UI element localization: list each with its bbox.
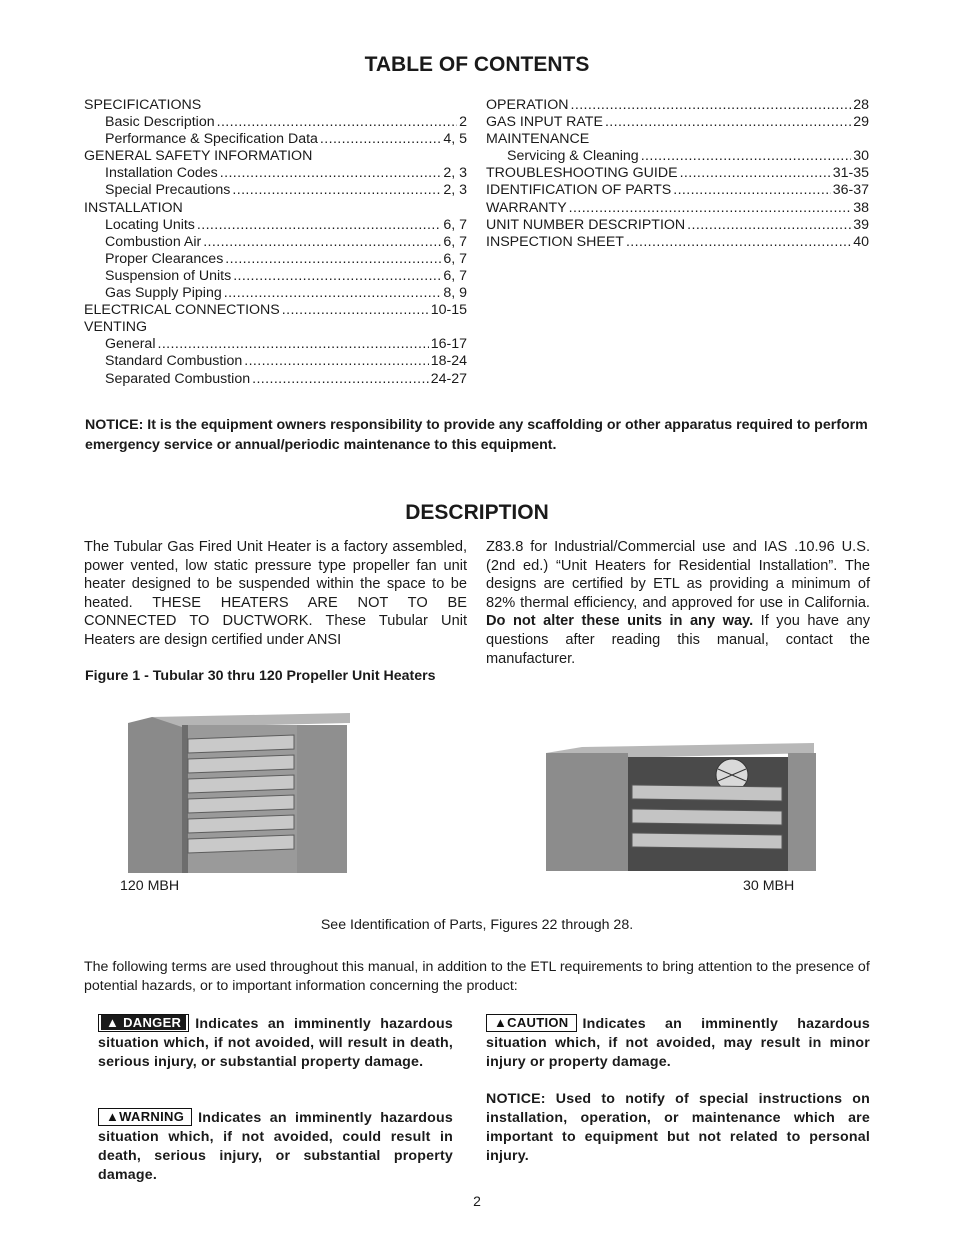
toc-entry-page: 36-37 [832,182,869,199]
toc-entry [84,148,467,165]
toc-entry-label: ELECTRICAL CONNECTIONS [84,302,280,319]
toc-entry [84,131,467,148]
toc-entry-label: Proper Clearances [105,250,224,267]
toc-leader-dots [233,268,441,285]
toc-entry-label: Basic Description [105,114,215,131]
toc-entry [84,251,467,268]
toc-entry [84,234,467,251]
toc-leader-dots [220,165,442,182]
toc-entry-label: OPERATION [486,97,569,113]
toc-entry-page: 31-35 [832,165,869,182]
description-right-tail: If you have any questions after reading this manual, contact the manufacturer. [486,613,870,667]
toc-entry [486,131,869,148]
toc-entry [84,268,467,285]
toc-entry [84,336,467,353]
toc-entry-label: INSTALLATION [84,199,183,216]
toc-entry-page: 6, 7 [443,267,467,284]
toc-leader-dots [680,165,831,182]
toc-entry [486,217,869,234]
toc-leader-dots [626,234,851,251]
toc-entry-label: Special Precautions [105,182,231,199]
caution-term [486,1014,870,1072]
figure-caption: Figure 1 - Tubular 30 thru 120 Propeller Unit Heaters [85,668,436,684]
toc-entry-label: General [105,336,156,353]
danger-triangle-icon: ▲ [106,1015,120,1030]
toc-entry [84,302,467,319]
toc-entry-page: 2, 3 [443,165,467,182]
toc-entry-label: GENERAL SAFETY INFORMATION [84,148,313,165]
toc-entry-label: Performance & Specification Data [105,131,318,148]
toc-entry-label: Installation Codes [105,165,218,182]
toc-entry-page: 29 [853,114,869,131]
toc-leader-dots [225,251,441,268]
toc-entry-page: 2, 3 [443,182,467,199]
toc-leader-dots [217,114,458,131]
toc-left-column [84,97,467,388]
toc-entry-page: 40 [853,233,869,250]
toc-leader-dots [571,97,852,114]
toc-entry [84,217,467,234]
toc-leader-dots [232,182,441,199]
toc-entry-page: 8, 9 [443,285,467,302]
toc-entry [486,234,869,251]
toc-entry-label: WARRANTY [486,199,567,216]
heater-30-mbh-image [542,737,820,873]
caution-text: Indicates an imminently hazardous situation which, if not avoided, may result in minor injury or property damage. [486,1016,870,1070]
toc-entry-page: 30 [853,148,869,165]
danger-term [98,1014,453,1072]
toc-entry-label: Locating Units [105,216,195,233]
toc-entry-page: 16-17 [430,336,467,353]
see-parts-note: See Identification of Parts, Figures 22 through 28. [320,917,634,933]
toc-leader-dots [252,371,429,388]
toc-leader-dots [224,285,442,302]
toc-entry-page: 38 [853,199,869,216]
toc-entry [84,182,467,199]
scaffolding-notice: NOTICE: It is the equipment owners responsibility to provide any scaffolding or other apparatus required to perform emergency service or annual/periodic maintenance to this equipment. [85,417,868,453]
toc-title: TABLE OF CONTENTS [364,53,590,76]
warning-triangle-icon: ▲ [106,1109,120,1124]
toc-leader-dots [687,217,851,234]
toc-entry [486,148,869,165]
toc-entry-label: VENTING [84,319,148,336]
toc-entry-label: SPECIFICATIONS [84,97,202,113]
toc-entry [84,200,467,217]
toc-leader-dots [569,200,852,217]
toc-entry-label: Separated Combustion [105,370,251,387]
toc-entry-label: TROUBLESHOOTING GUIDE [486,165,678,182]
danger-badge: ▲ DANGER [98,1014,189,1032]
warning-text: Indicates an imminently hazardous situation which, if not avoided, could result in death, serious injury, or substantial property damage. [98,1110,453,1183]
toc-entry [486,114,869,131]
notice-term: NOTICE: Used to notify of special instructions on installation, operation, or maintenance which are important to equipment but not related to personal injury. [486,1091,870,1164]
toc-entry [486,97,869,114]
toc-entry [486,182,869,199]
description-right-main: Z83.8 for Industrial/Commercial use and IAS .10.96 U.S. (2nd ed.) “Unit Heaters for Residential Installation”. The designs are certified by ETL as providing a minimum of 82% thermal efficiency, and approved for use in California. [486,539,870,611]
toc-entry-page: 18-24 [430,353,467,370]
label-30-mbh: 30 MBH [743,878,795,894]
toc-entry [84,353,467,370]
toc-entry-page: 6, 7 [443,250,467,267]
toc-entry-label: UNIT NUMBER DESCRIPTION [486,216,686,233]
toc-leader-dots [157,336,428,353]
toc-leader-dots [203,234,441,251]
toc-leader-dots [605,114,851,131]
toc-entry-page: 24-27 [430,370,467,387]
toc-entry-page: 6, 7 [443,233,467,250]
toc-entry [84,371,467,388]
danger-text: Indicates an imminently hazardous situation which, if not avoided, will result in death, serious injury, or substantial property damage. [98,1016,453,1070]
toc-entry-page: 2 [459,114,467,131]
page-number: 2 [473,1193,481,1209]
toc-entry [84,285,467,302]
description-title: DESCRIPTION [405,501,549,524]
description-right-bold: Do not alter these units in any way. [486,613,754,630]
label-120-mbh: 120 MBH [120,878,180,894]
caution-triangle-icon: ▲ [494,1015,508,1030]
toc-entry [486,165,869,182]
toc-entry [84,97,467,114]
toc-entry-page: 39 [853,216,869,233]
toc-leader-dots [673,182,830,199]
toc-leader-dots [641,148,852,165]
toc-entry-page: 10-15 [430,302,467,319]
description-right-text [486,538,870,668]
toc-entry-page: 4, 5 [443,131,467,148]
toc-entry-page: 6, 7 [443,216,467,233]
toc-entry-label: Standard Combustion [105,353,243,370]
toc-entry [486,200,869,217]
toc-entry-label: Suspension of Units [105,267,232,284]
terms-intro: The following terms are used throughout this manual, in addition to the ETL requirements to bring attention to the presence of potential hazards, or to important information concerning the product: [84,959,870,994]
toc-right-column [486,97,869,251]
toc-leader-dots [197,217,441,234]
toc-leader-dots [320,131,441,148]
toc-entry-label: Servicing & Cleaning [507,148,639,165]
toc-entry-label: Gas Supply Piping [105,285,222,302]
toc-entry [84,114,467,131]
toc-entry-label: IDENTIFICATION OF PARTS [486,182,672,199]
caution-badge: ▲CAUTION [486,1014,577,1032]
toc-entry [84,319,467,336]
toc-entry-page: 28 [853,97,869,113]
toc-entry-label: MAINTENANCE [486,131,590,148]
description-left-text: The Tubular Gas Fired Unit Heater is a factory assembled, power vented, low static pressure type propeller fan unit heater designed to be suspended within the space to be heated. THESE HEATERS ARE NOT TO BE CONNECTED TO DUCTWORK. These Tubular Unit Heaters are design certified under ANSI [84,539,467,648]
toc-leader-dots [282,302,429,319]
heater-120-mbh-image [122,705,354,877]
toc-entry-label: INSPECTION SHEET [486,233,624,250]
toc-entry [84,165,467,182]
warning-term [98,1108,453,1185]
toc-leader-dots [244,353,428,370]
warning-badge: ▲WARNING [98,1108,192,1126]
toc-entry-label: Combustion Air [105,233,202,250]
toc-entry-label: GAS INPUT RATE [486,114,603,131]
